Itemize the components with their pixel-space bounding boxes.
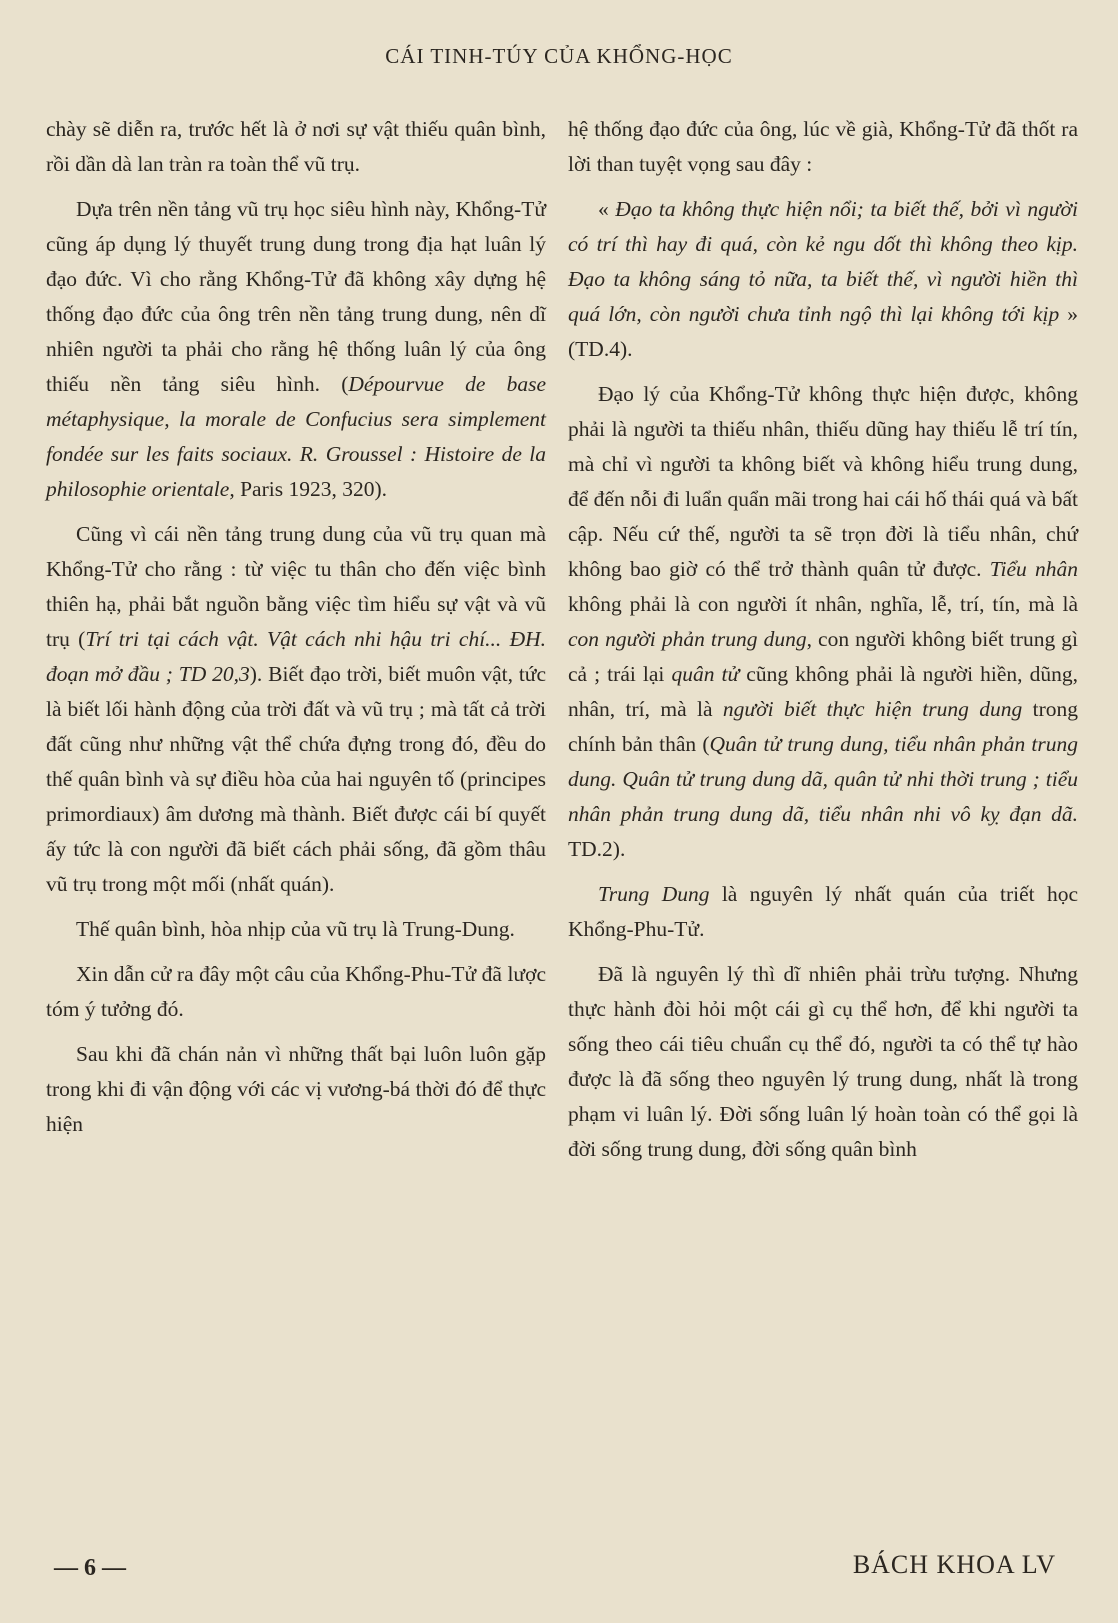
paragraph: Sau khi đã chán nản vì những thất bại luôn luôn gặp trong khi đi vận động với các vị vương-bá thời đó để thực hiện xyxy=(46,1042,546,1136)
emphasis: Tiểu nhân xyxy=(989,557,1078,581)
text-span: Dựa trên nền tảng vũ trụ học siêu hình này, Khổng-Tử cũng áp dụng lý thuyết trung dung trong địa hạt luân lý đạo đức. Vì cho rằng Khổng-Tử đã không xây dựng hệ thống đạo đức của ông trên nền tảng trung dung, nên dĩ nhiên người ta phải cho rằng hệ thống luân lý của ông thiếu nền tảng siêu hình. ( xyxy=(46,197,546,396)
paragraph: Đã là nguyên lý thì dĩ nhiên phải trừu tượng. Nhưng thực hành đòi hỏi một cái gì cụ thể hơn, để khi người ta sống theo cái tiêu chuẩn cụ thể đó, người ta có thể tự hào được là đã sống theo nguyên lý trung dung, nhất là trong phạm vi luân lý. Đời sống luân lý hoàn toàn có thể gọi là đời sống trung dung, đời sống quân bình xyxy=(568,962,1078,1161)
paragraph: chày sẽ diễn ra, trước hết là ở nơi sự vật thiếu quân bình, rồi dần dà lan tràn ra toàn thể vũ trụ. xyxy=(46,117,546,176)
emphasis: con người phản trung dung xyxy=(568,627,807,651)
emphasis: quân tử xyxy=(671,662,740,686)
paragraph xyxy=(46,517,546,902)
emphasis: Trung Dung xyxy=(598,882,710,906)
quoted-citation: Quân tử trung dung, tiểu nhân phản trung dung. Quân tử trung dung dã, quân tử nhi thời trung ; tiểu nhân phản trung dung dã, tiểu nhân nhi vô kỵ đạn dã. xyxy=(568,732,1078,826)
right-column xyxy=(568,112,1078,1177)
paragraph xyxy=(568,877,1078,947)
text-span: Cũng vì cái nền tảng trung dung của vũ trụ quan mà Khổng-Tử cho rằng : từ việc tu thân cho đến việc bình thiên hạ, phải bắt nguồn bằng việc tìm hiểu sự vật và vũ trụ ( xyxy=(46,522,546,651)
text-span: TD.2). xyxy=(568,837,626,861)
quotation-paragraph xyxy=(568,192,1078,367)
text-span: trong chính bản thân ( xyxy=(568,697,1078,756)
paragraph: Xin dẫn cử ra đây một câu của Khổng-Phu-Tử đã lược tóm ý tưởng đó. xyxy=(46,962,546,1021)
emphasis: người biết thực hiện trung dung xyxy=(722,697,1023,721)
text-span: Paris 1923, 320). xyxy=(234,477,387,501)
left-column xyxy=(46,112,546,1152)
text-span: là nguyên lý nhất quán của triết học Khổng-Phu-Tử. xyxy=(568,882,1078,941)
paragraph: hệ thống đạo đức của ông, lúc về già, Khổng-Tử đã thốt ra lời than tuyệt vọng sau đây : xyxy=(568,117,1078,176)
quoted-citation: Dépourvue de base métaphysique, la morale de Confucius sera simplement fondée sur les faits sociaux. R. Groussel : Histoire de la philosophie orientale, xyxy=(46,372,546,501)
paragraph: Thế quân bình, hòa nhịp của vũ trụ là Trung-Dung. xyxy=(76,917,515,941)
quotation: Đạo ta không thực hiện nổi; ta biết thế, bởi vì người có trí thì hay đi quá, còn kẻ ngu dốt thì không theo kịp. Đạo ta không sáng tỏ nữa, ta biết thế, vì người hiền thì quá lớn, còn người chưa tỉnh ngộ thì lại không tới kịp xyxy=(568,197,1078,326)
paragraph xyxy=(46,192,546,507)
text-span: « xyxy=(598,197,616,221)
magazine-name: BÁCH KHOA LV xyxy=(852,1550,1056,1579)
text-span: cũng không phải là người hiền, dũng, nhân, trí, mà là xyxy=(568,662,1078,721)
text-span: Đạo lý của Khổng-Tử không thực hiện được, không phải là người ta thiếu nhân, thiếu dũng hay thiếu lễ trí tín, mà chỉ vì người ta không biết và không hiểu trung dung, để đến nỗi đi luẩn quẩn mãi trong hai cái hố thái quá và bất cập. Nếu cứ thế, người ta sẽ trọn đời là tiểu nhân, chứ không bao giờ có thể trở thành quân tử được. xyxy=(568,382,1078,581)
quoted-citation: Trí tri tại cách vật. Vật cách nhi hậu tri chí... ĐH. đoạn mở đầu ; TD 20,3 xyxy=(46,627,546,686)
text-span: không phải là con người ít nhân, nghĩa, lễ, trí, tín, mà là xyxy=(568,592,1078,616)
page-number: — 6 — xyxy=(54,1555,126,1581)
text-span: » (TD.4). xyxy=(568,302,1078,361)
page-title: CÁI TINH-TÚY CỦA KHỔNG-HỌC xyxy=(385,44,733,68)
text-span: , con người không biết trung gì cả ; trái lại xyxy=(568,627,1078,686)
text-span: ). Biết đạo trời, biết muôn vật, tức là biết lối hành động của trời đất và vũ trụ ; mà tất cả trời đất cũng như những vật thể chứa đựng trong đó, đều do thế quân bình và sự điều hòa của hai nguyên tố (principes primordiaux) âm dương mà thành. Biết được cái bí quyết ấy tức là con người đã biết cách phải sống, đã gồm thâu vũ trụ trong một mối (nhất quán). xyxy=(46,662,546,896)
paragraph xyxy=(568,377,1078,867)
